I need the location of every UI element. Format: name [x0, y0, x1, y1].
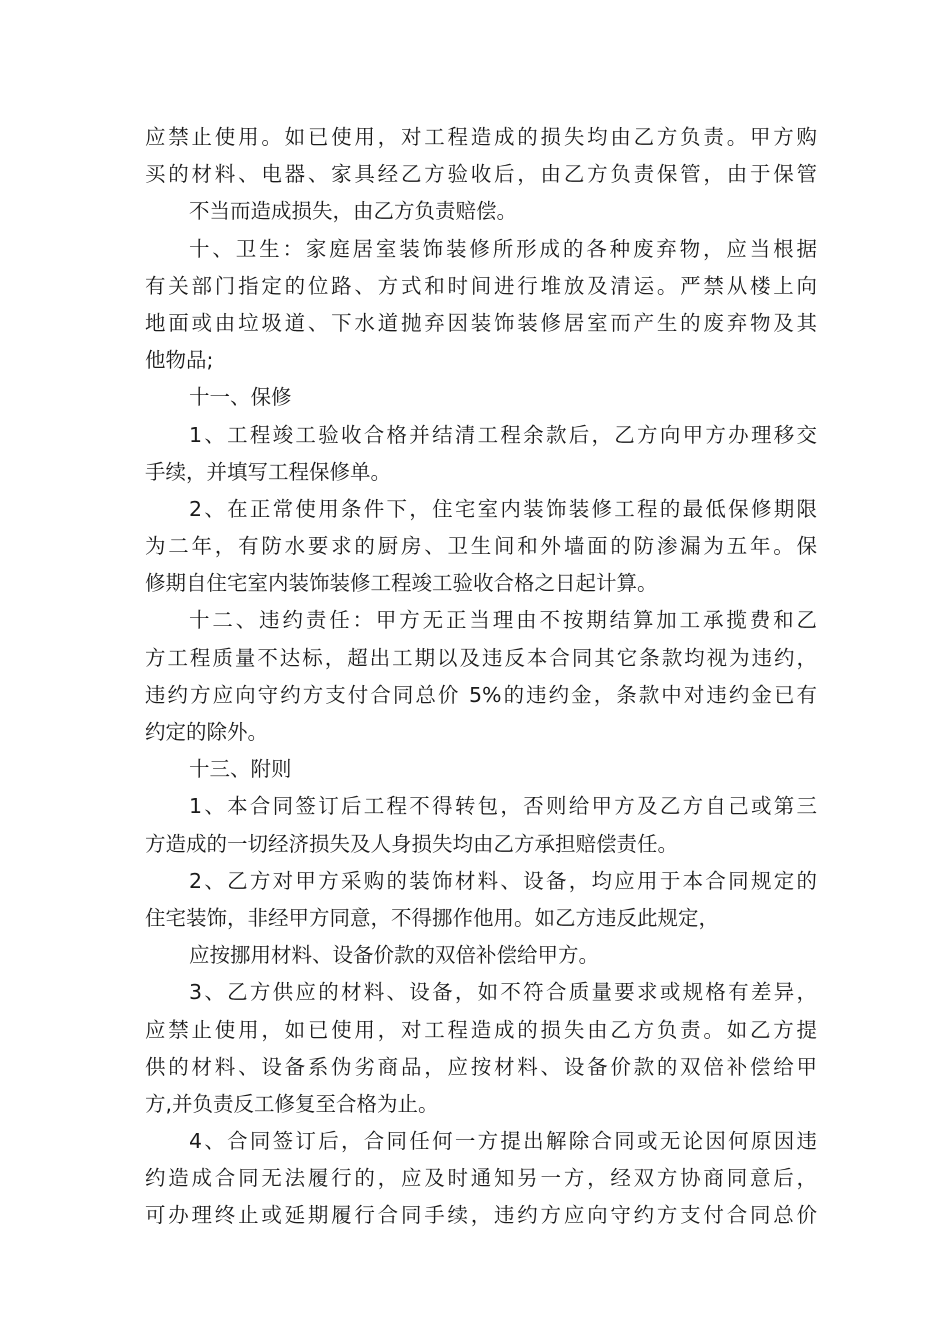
text-line: 地面或由垃圾道、下水道抛弃因装饰装修居室而产生的废弃物及其: [145, 310, 817, 335]
text-line: 方工程质量不达标，超出工期以及违反本合同其它条款均视为违约，: [145, 645, 817, 670]
text-line: 约定的除外。: [145, 720, 268, 744]
text-line: 修期自住宅室内装饰装修工程竣工验收合格之日起计算。: [145, 571, 658, 596]
text-line: 为二年，有防水要求的厨房、卫生间和外墙面的防渗漏为五年。保: [145, 534, 817, 559]
text-line: 十、卫生：家庭居室装饰装修所形成的各种废弃物，应当根据: [189, 236, 817, 261]
text-line: 手续，并填写工程保修单。: [145, 459, 391, 484]
text-line: 应禁止使用，如已使用，对工程造成的损失由乙方负责。如乙方提: [145, 1017, 817, 1042]
text-line: 有关部门指定的位路、方式和时间进行堆放及清运。严禁从楼上向: [145, 273, 817, 298]
text-line: 住宅装饰，非经甲方同意，不得挪作他用。如乙方违反此规定，: [145, 905, 719, 930]
text-line: 方,并负责反工修复至合格为止。: [145, 1091, 439, 1116]
text-line: 约造成合同无法履行的，应及时通知另一方，经双方协商同意后，: [145, 1166, 817, 1191]
text-line: 十二、违约责任：甲方无正当理由不按期结算加工承揽费和乙: [189, 608, 817, 633]
text-line: 4、合同签订后，合同任何一方提出解除合同或无论因何原因违: [189, 1129, 817, 1154]
text-line: 违约方应向守约方支付合同总价 5%的违约金，条款中对违约金已有: [145, 682, 817, 707]
text-line: 2、在正常使用条件下，住宅室内装饰装修工程的最低保修期限: [189, 496, 817, 521]
text-line: 2、乙方对甲方采购的装饰材料、设备，均应用于本合同规定的: [189, 868, 817, 893]
text-line: 不当而造成损失，由乙方负责赔偿。: [189, 199, 517, 224]
text-line: 买的材料、电器、家具经乙方验收后，由乙方负责保管，由于保管: [145, 162, 817, 187]
section-heading: 十三、附则: [189, 757, 292, 782]
text-line: 1、工程竣工验收合格并结清工程余款后，乙方向甲方办理移交: [189, 422, 817, 447]
text-line: 应按挪用材料、设备价款的双倍补偿给甲方。: [189, 943, 599, 968]
text-line: 应禁止使用。如已使用，对工程造成的损失均由乙方负责。甲方购: [145, 125, 817, 149]
document-body: [145, 119, 817, 1235]
text-line: 1、本合同签订后工程不得转包，否则给甲方及乙方自己或第三: [189, 794, 817, 819]
text-line: 3、乙方供应的材料、设备，如不符合质量要求或规格有差异，: [189, 980, 817, 1005]
text-line: 方造成的一切经济损失及人身损失均由乙方承担赔偿责任。: [145, 831, 678, 856]
text-line: 他物品;: [145, 348, 214, 373]
section-heading: 十一、保修: [189, 385, 292, 410]
text-line: 可办理终止或延期履行合同手续，违约方应向守约方支付合同总价: [145, 1203, 817, 1228]
text-line: 供的材料、设备系伪劣商品，应按材料、设备价款的双倍补偿给甲: [145, 1054, 817, 1079]
